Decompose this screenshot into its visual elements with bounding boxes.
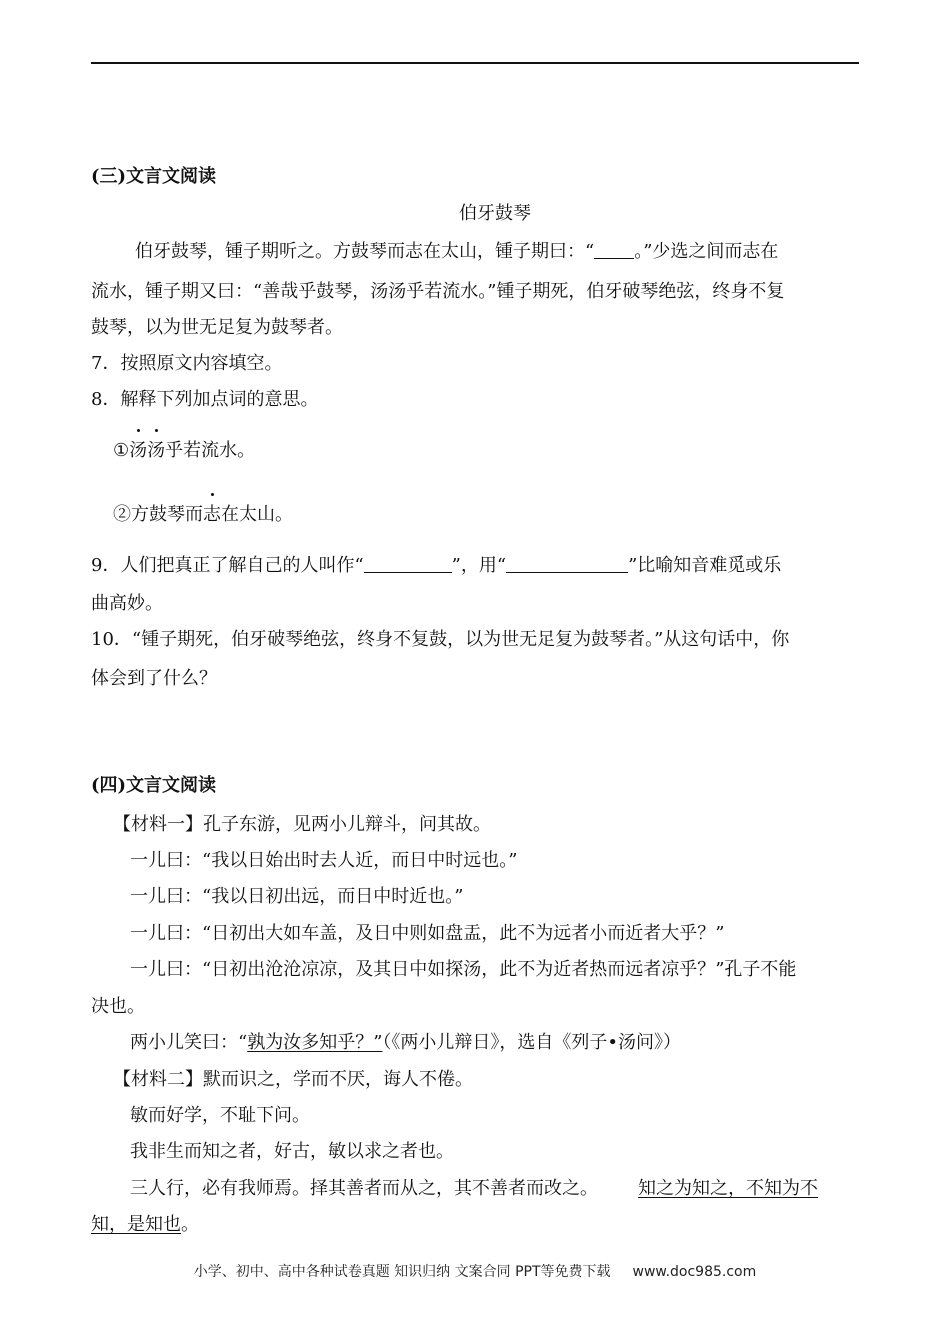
material-1: 【材料一】孔子东游，见两小儿辩斗，问其故。: [113, 814, 491, 835]
question-9: 9．人们把真正了解自己的人叫作“ ”，用“ ”比喻知音难觅或乐: [91, 555, 782, 576]
analects-3: 三人行，必有我师焉。择其善者而从之，其不善者而改之。 知之为知之，不知为不: [130, 1178, 818, 1199]
question-9-cont: 曲高妙。: [91, 593, 163, 614]
question-8: 8．解释下列加点词的意思。: [91, 389, 319, 410]
q8-item-2: ②方鼓琴而志在太山。: [113, 504, 293, 525]
dotted-char: 汤: [147, 440, 166, 461]
analects-3-cont: 知，是知也。: [91, 1214, 199, 1235]
underlined-phrase: 知之为知之，不知为不: [638, 1178, 818, 1199]
passage-line-1: 伯牙鼓琴，锺子期听之。方鼓琴而志在太山，锺子期曰：“ 。”少选之间而志在: [135, 241, 779, 262]
question-7: 7．按照原文内容填空。: [91, 353, 283, 374]
material-2: 【材料二】默而识之，学而不厌，诲人不倦。: [113, 1069, 473, 1090]
dialogue-2: 一儿曰：“我以日初出远，而日中时近也。”: [130, 886, 464, 907]
footer-text: 小学、初中、高中各种试卷真题 知识归纳 文案合同 PPT等免费下载: [193, 1264, 611, 1280]
dialogue-3: 一儿曰：“日初出大如车盖，及日中则如盘盂，此不为远者小而近者大乎？”: [130, 923, 725, 944]
underlined-phrase: 孰为汝多知乎？”: [247, 1032, 383, 1053]
underlined-phrase: 知，是知也: [91, 1214, 181, 1235]
footer-url[interactable]: www.doc985.com: [632, 1264, 757, 1280]
analects-2: 我非生而知之者，好古，敏以求之者也。: [130, 1141, 454, 1162]
dialogue-1: 一儿曰：“我以日始出时去人近，而日中时远也。”: [130, 850, 518, 871]
answer-blank-2[interactable]: [506, 554, 628, 573]
page-footer: [0, 1262, 950, 1282]
dotted-char: 汤: [129, 440, 148, 461]
answer-blank-1[interactable]: [364, 554, 452, 573]
dotted-char: 志: [203, 504, 221, 525]
passage-line-3: 鼓琴，以为世无足复为鼓琴者。: [91, 317, 343, 338]
section4-heading: (四)文言文阅读: [91, 775, 217, 796]
passage-line-2: 流水，锺子期又曰：“善哉乎鼓琴，汤汤乎若流水。”锺子期死，伯牙破琴绝弦，终身不复: [91, 281, 785, 302]
dialogue-4-cont: 决也。: [91, 996, 145, 1017]
dialogue-4: 一儿曰：“日初出沧沧凉凉，及其日中如探汤，此不为近者热而远者凉乎？”孔子不能: [130, 959, 797, 980]
analects-1: 敏而好学，不耻下问。: [130, 1105, 310, 1126]
passage-title: 伯牙鼓琴: [459, 203, 531, 224]
fill-blank[interactable]: [594, 240, 634, 259]
question-10: 10．“锺子期死，伯牙破琴绝弦，终身不复鼓，以为世无足复为鼓琴者。”从这句话中，你: [91, 629, 790, 650]
laugh-line: 两小儿笑曰：“孰为汝多知乎？”（《两小儿辩日》，选自《列子•汤问》）: [130, 1032, 682, 1053]
question-10-cont: 体会到了什么？: [91, 668, 217, 689]
q8-item-1: ①汤汤乎若流水。: [113, 440, 256, 461]
header-rule: [91, 62, 859, 64]
section3-heading: (三)文言文阅读: [91, 166, 217, 187]
